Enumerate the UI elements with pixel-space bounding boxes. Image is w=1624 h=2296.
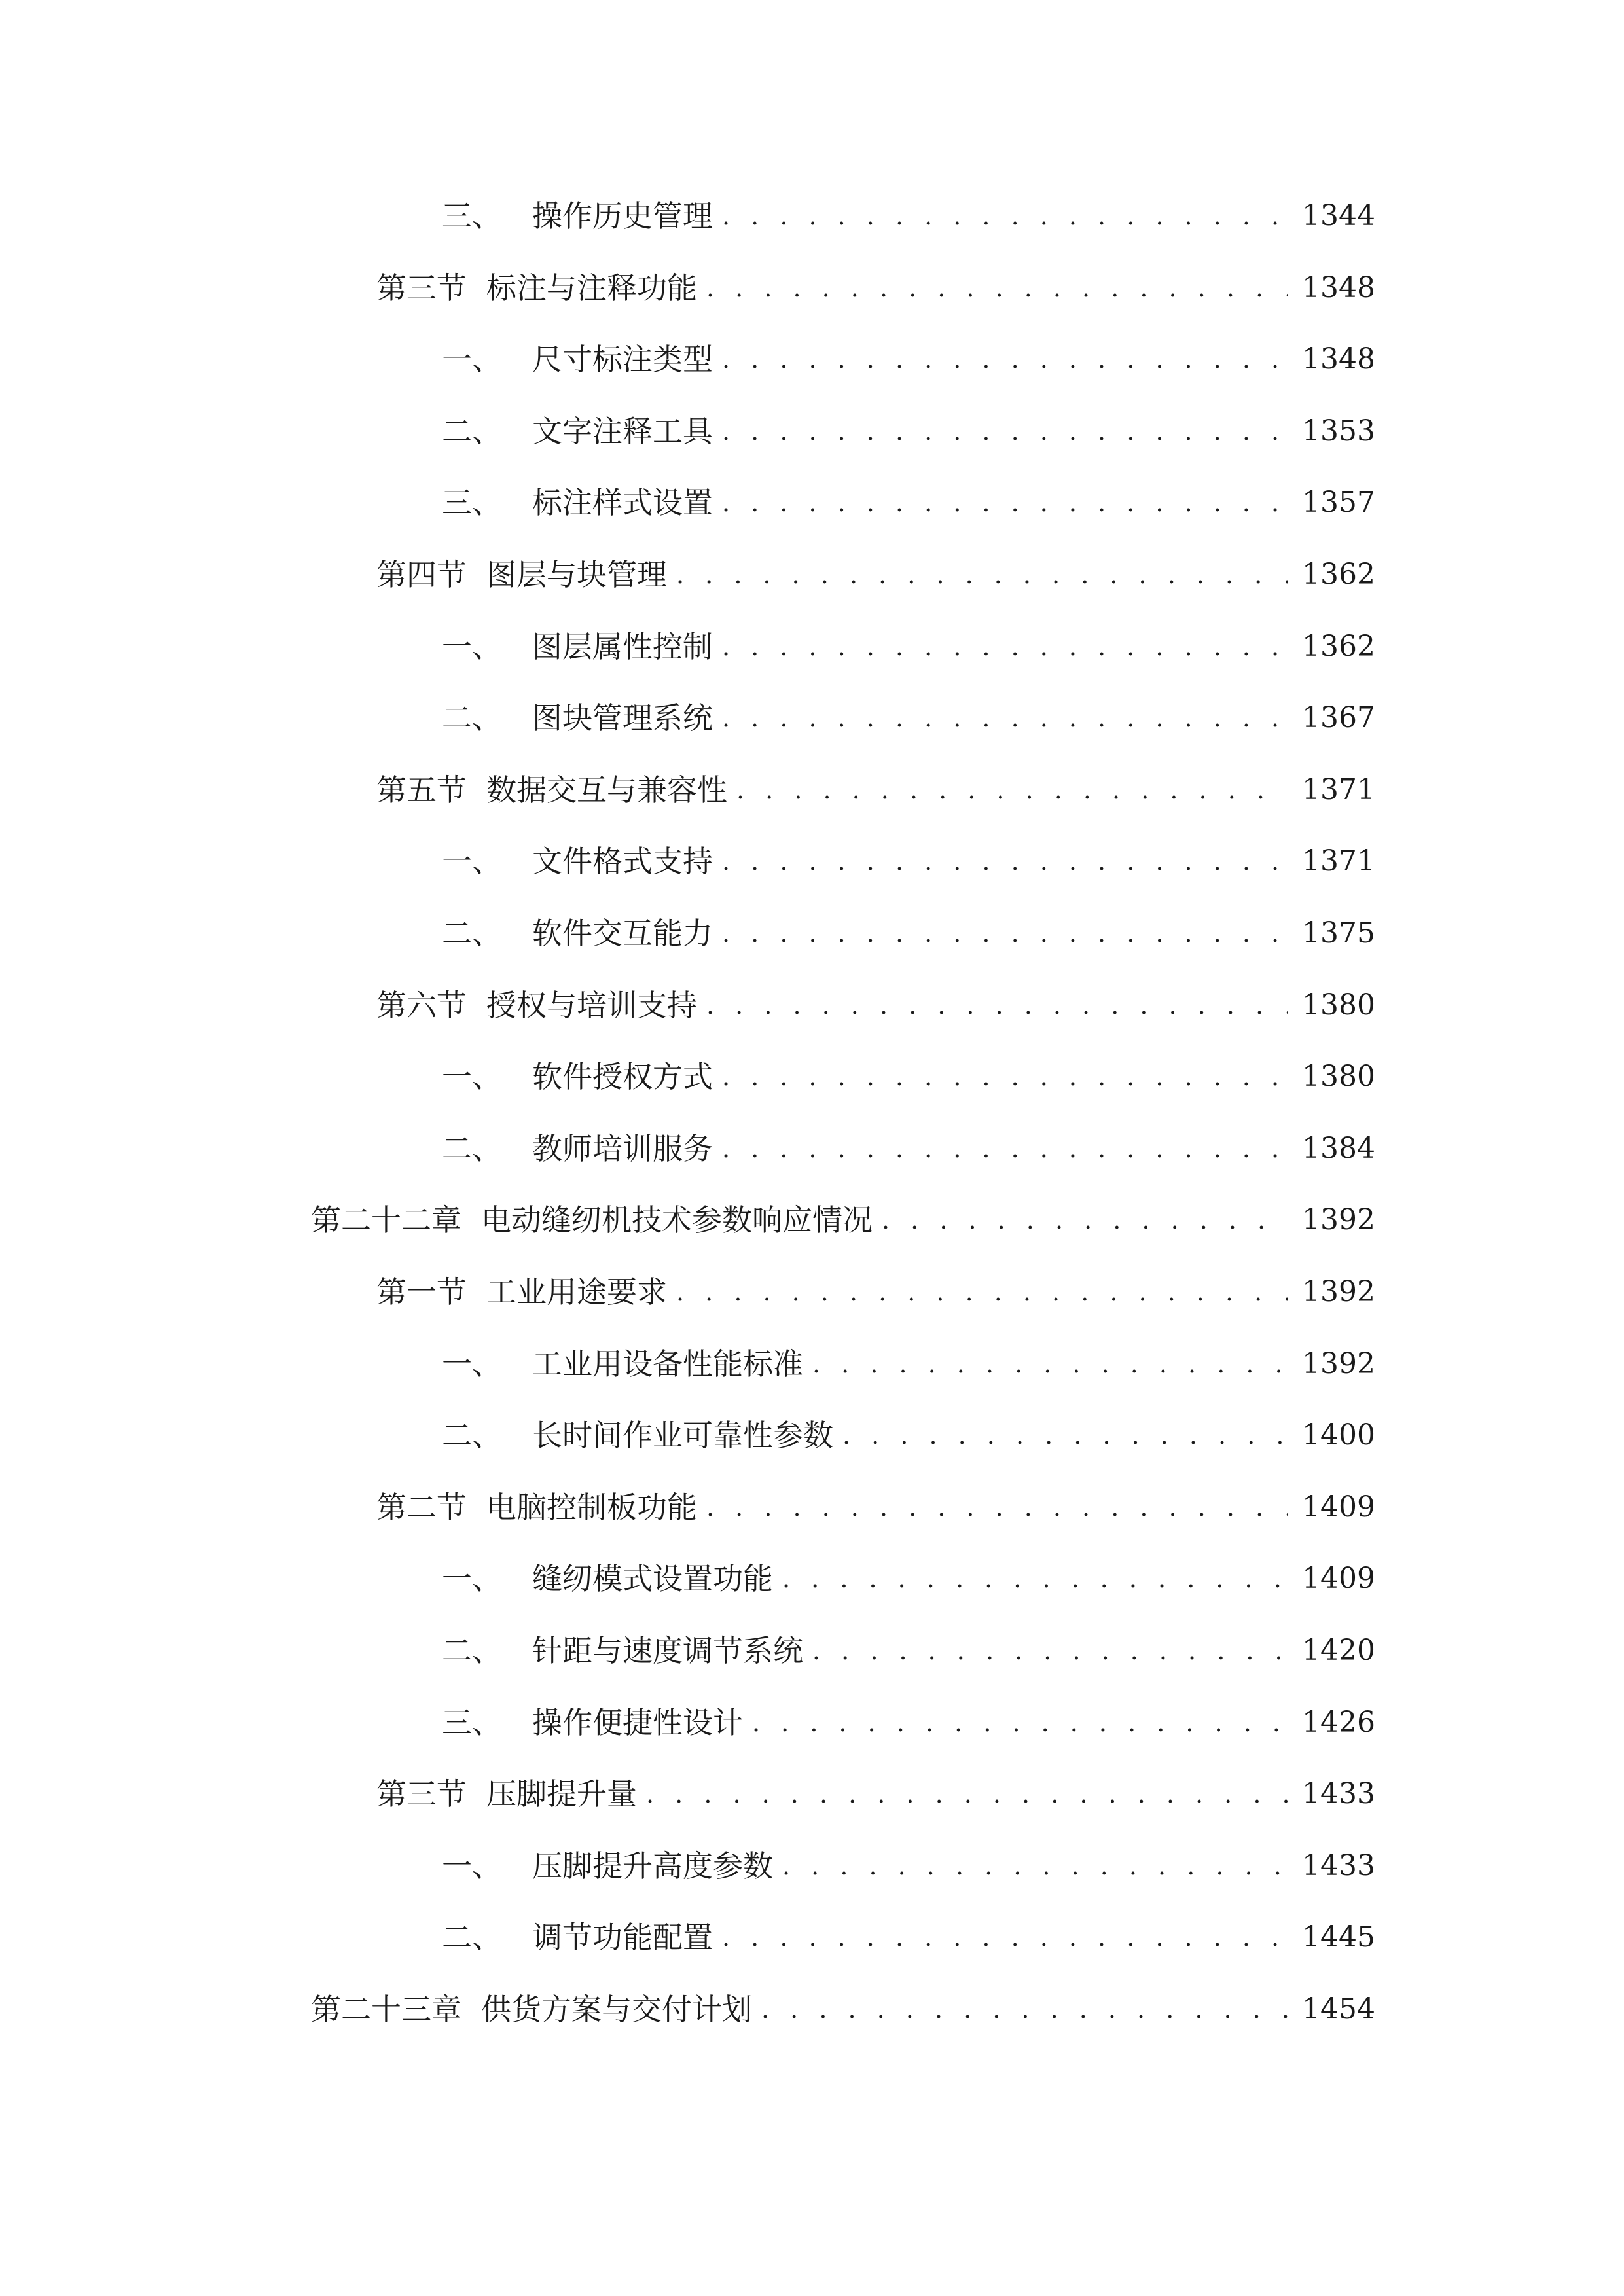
toc-dot-leader [646, 1768, 1288, 1820]
toc-entry-page-number: 1353 [1302, 414, 1375, 448]
toc-entry-number: 第一节 [376, 1274, 467, 1310]
toc-entry[interactable] [376, 1481, 1375, 1534]
toc-entry[interactable] [376, 1768, 1375, 1820]
toc-entry-number: 一、 [442, 342, 502, 377]
toc-entry[interactable] [442, 1050, 1375, 1103]
toc-entry-page-number: 1454 [1302, 1992, 1375, 2026]
toc-entry-page-number: 1380 [1302, 1060, 1375, 1093]
toc-entry[interactable] [442, 907, 1375, 960]
toc-entry-title: 标注与注释功能 [486, 270, 697, 306]
toc-dot-leader [761, 1983, 1288, 2036]
toc-entry-page-number: 1348 [1302, 342, 1375, 376]
toc-entry-number: 三、 [442, 198, 502, 234]
toc-entry-page-number: 1362 [1302, 630, 1375, 663]
toc-dot-leader [842, 1409, 1288, 1462]
toc-entry-title: 图块管理系统 [532, 700, 713, 736]
toc-entry-number: 第二节 [376, 1490, 467, 1525]
toc-entry-title: 软件授权方式 [532, 1059, 713, 1094]
toc-entry-number: 第五节 [376, 772, 467, 808]
toc-dot-leader [736, 764, 1288, 816]
toc-dot-leader [722, 1911, 1288, 1964]
toc-entry-page-number: 1371 [1302, 844, 1375, 878]
toc-entry-page-number: 1392 [1302, 1275, 1375, 1308]
toc-entry[interactable] [442, 1696, 1375, 1749]
toc-entry-number: 二、 [442, 916, 502, 951]
toc-entry-page-number: 1400 [1302, 1418, 1375, 1452]
toc-entry-number: 一、 [442, 1848, 502, 1884]
toc-entry-title: 电动缝纫机技术参数响应情况 [481, 1202, 873, 1238]
toc-entry-title: 文字注释工具 [532, 414, 713, 449]
toc-entry-page-number: 1433 [1302, 1777, 1375, 1810]
toc-dot-leader [722, 1122, 1288, 1175]
toc-entry-title: 工业用途要求 [486, 1274, 667, 1310]
toc-entry-number: 第六节 [376, 988, 467, 1023]
toc-entry[interactable] [442, 1911, 1375, 1964]
toc-entry-page-number: 1392 [1302, 1347, 1375, 1380]
toc-entry[interactable] [442, 1624, 1375, 1677]
toc-entry-number: 二、 [442, 1920, 502, 1955]
toc-entry[interactable] [442, 835, 1375, 888]
toc-dot-leader [812, 1624, 1288, 1677]
toc-entry-title: 操作历史管理 [532, 198, 713, 234]
toc-entry-page-number: 1367 [1302, 701, 1375, 734]
toc-entry-title: 文件格式支持 [532, 844, 713, 879]
toc-entry[interactable] [442, 1338, 1375, 1390]
toc-entry-title: 压脚提升高度参数 [532, 1848, 773, 1884]
toc-entry-page-number: 1392 [1302, 1203, 1375, 1236]
toc-entry-title: 授权与培训支持 [486, 988, 697, 1023]
toc-entry-number: 第二十二章 [311, 1202, 461, 1238]
toc-entry[interactable] [442, 476, 1375, 529]
toc-entry[interactable] [442, 1409, 1375, 1462]
toc-entry-title: 标注样式设置 [532, 485, 713, 520]
toc-entry-number: 一、 [442, 629, 502, 664]
toc-entry-page-number: 1375 [1302, 916, 1375, 950]
toc-dot-leader [752, 1696, 1288, 1749]
toc-dot-leader [782, 1840, 1288, 1892]
toc-entry-page-number: 1380 [1302, 988, 1375, 1022]
toc-entry-number: 一、 [442, 1561, 502, 1596]
toc-dot-leader [722, 835, 1288, 888]
toc-dot-leader [722, 476, 1288, 529]
toc-entry-page-number: 1384 [1302, 1132, 1375, 1165]
toc-entry[interactable] [442, 620, 1375, 673]
toc-entry-page-number: 1426 [1302, 1706, 1375, 1739]
toc-entry[interactable] [311, 1983, 1375, 2036]
toc-dot-leader [676, 1266, 1288, 1318]
toc-entry-title: 图层属性控制 [532, 629, 713, 664]
toc-entry-number: 二、 [442, 700, 502, 736]
toc-entry-title: 图层与块管理 [486, 557, 667, 592]
toc-dot-leader [706, 979, 1288, 1031]
toc-entry-number: 第四节 [376, 557, 467, 592]
toc-dot-leader [782, 1552, 1288, 1605]
toc-entry[interactable] [442, 1122, 1375, 1175]
toc-entry[interactable] [376, 979, 1375, 1031]
toc-entry-number: 第三节 [376, 1776, 467, 1812]
toc-entry[interactable] [376, 1266, 1375, 1318]
toc-entry[interactable] [311, 1194, 1375, 1246]
toc-entry[interactable] [376, 548, 1375, 601]
toc-entry-number: 一、 [442, 1059, 502, 1094]
toc-entry-title: 缝纫模式设置功能 [532, 1561, 773, 1596]
toc-entry-number: 第二十三章 [311, 1992, 461, 2027]
toc-entry-page-number: 1348 [1302, 271, 1375, 304]
toc-entry-title: 调节功能配置 [532, 1920, 713, 1955]
toc-entry-number: 第三节 [376, 270, 467, 306]
toc-dot-leader [722, 1050, 1288, 1103]
toc-entry-page-number: 1445 [1302, 1920, 1375, 1954]
toc-entry-title: 电脑控制板功能 [486, 1490, 697, 1525]
toc-entry-number: 二、 [442, 1131, 502, 1166]
toc-entry[interactable] [442, 405, 1375, 457]
toc-entry-title: 尺寸标注类型 [532, 342, 713, 377]
toc-dot-leader [722, 405, 1288, 457]
toc-entry-page-number: 1362 [1302, 558, 1375, 591]
toc-entry-page-number: 1420 [1302, 1634, 1375, 1667]
toc-entry-title: 长时间作业可靠性参数 [532, 1418, 833, 1453]
toc-dot-leader [722, 190, 1288, 242]
toc-entry-page-number: 1357 [1302, 486, 1375, 519]
toc-dot-leader [722, 692, 1288, 744]
toc-entry-title: 软件交互能力 [532, 916, 713, 951]
toc-entry-title: 工业用设备性能标准 [532, 1346, 803, 1382]
toc-entry[interactable] [442, 692, 1375, 744]
toc-entry-title: 教师培训服务 [532, 1131, 713, 1166]
toc-entry-title: 数据交互与兼容性 [486, 772, 727, 808]
toc-dot-leader [722, 907, 1288, 960]
toc-entry-number: 二、 [442, 1633, 502, 1668]
toc-entry-page-number: 1371 [1302, 773, 1375, 806]
toc-entry-number: 二、 [442, 1418, 502, 1453]
toc-dot-leader [812, 1338, 1288, 1390]
toc-entry[interactable] [442, 1840, 1375, 1892]
toc-entry-number: 三、 [442, 1705, 502, 1740]
toc-entry[interactable] [376, 262, 1375, 314]
toc-dot-leader [706, 262, 1288, 314]
toc-dot-leader [706, 1481, 1288, 1534]
toc-dot-leader [722, 620, 1288, 673]
toc-entry-title: 针距与速度调节系统 [532, 1633, 803, 1668]
toc-entry[interactable] [442, 333, 1375, 386]
toc-entry-title: 压脚提升量 [486, 1776, 637, 1812]
toc-dot-leader [882, 1194, 1288, 1246]
toc-entry[interactable] [442, 190, 1375, 242]
toc-dot-leader [676, 548, 1288, 601]
toc-entry-number: 二、 [442, 414, 502, 449]
toc-entry-title: 操作便捷性设计 [532, 1705, 743, 1740]
toc-dot-leader [722, 333, 1288, 386]
toc-entry[interactable] [442, 1552, 1375, 1605]
toc-entry-number: 一、 [442, 1346, 502, 1382]
toc-entry-page-number: 1409 [1302, 1490, 1375, 1524]
toc-entry-page-number: 1409 [1302, 1562, 1375, 1595]
toc-entry-page-number: 1433 [1302, 1849, 1375, 1882]
toc-entry-number: 三、 [442, 485, 502, 520]
toc-entry-title: 供货方案与交付计划 [481, 1992, 752, 2027]
toc-entry-page-number: 1344 [1302, 199, 1375, 232]
toc-entry[interactable] [376, 764, 1375, 816]
toc-entry-number: 一、 [442, 844, 502, 879]
